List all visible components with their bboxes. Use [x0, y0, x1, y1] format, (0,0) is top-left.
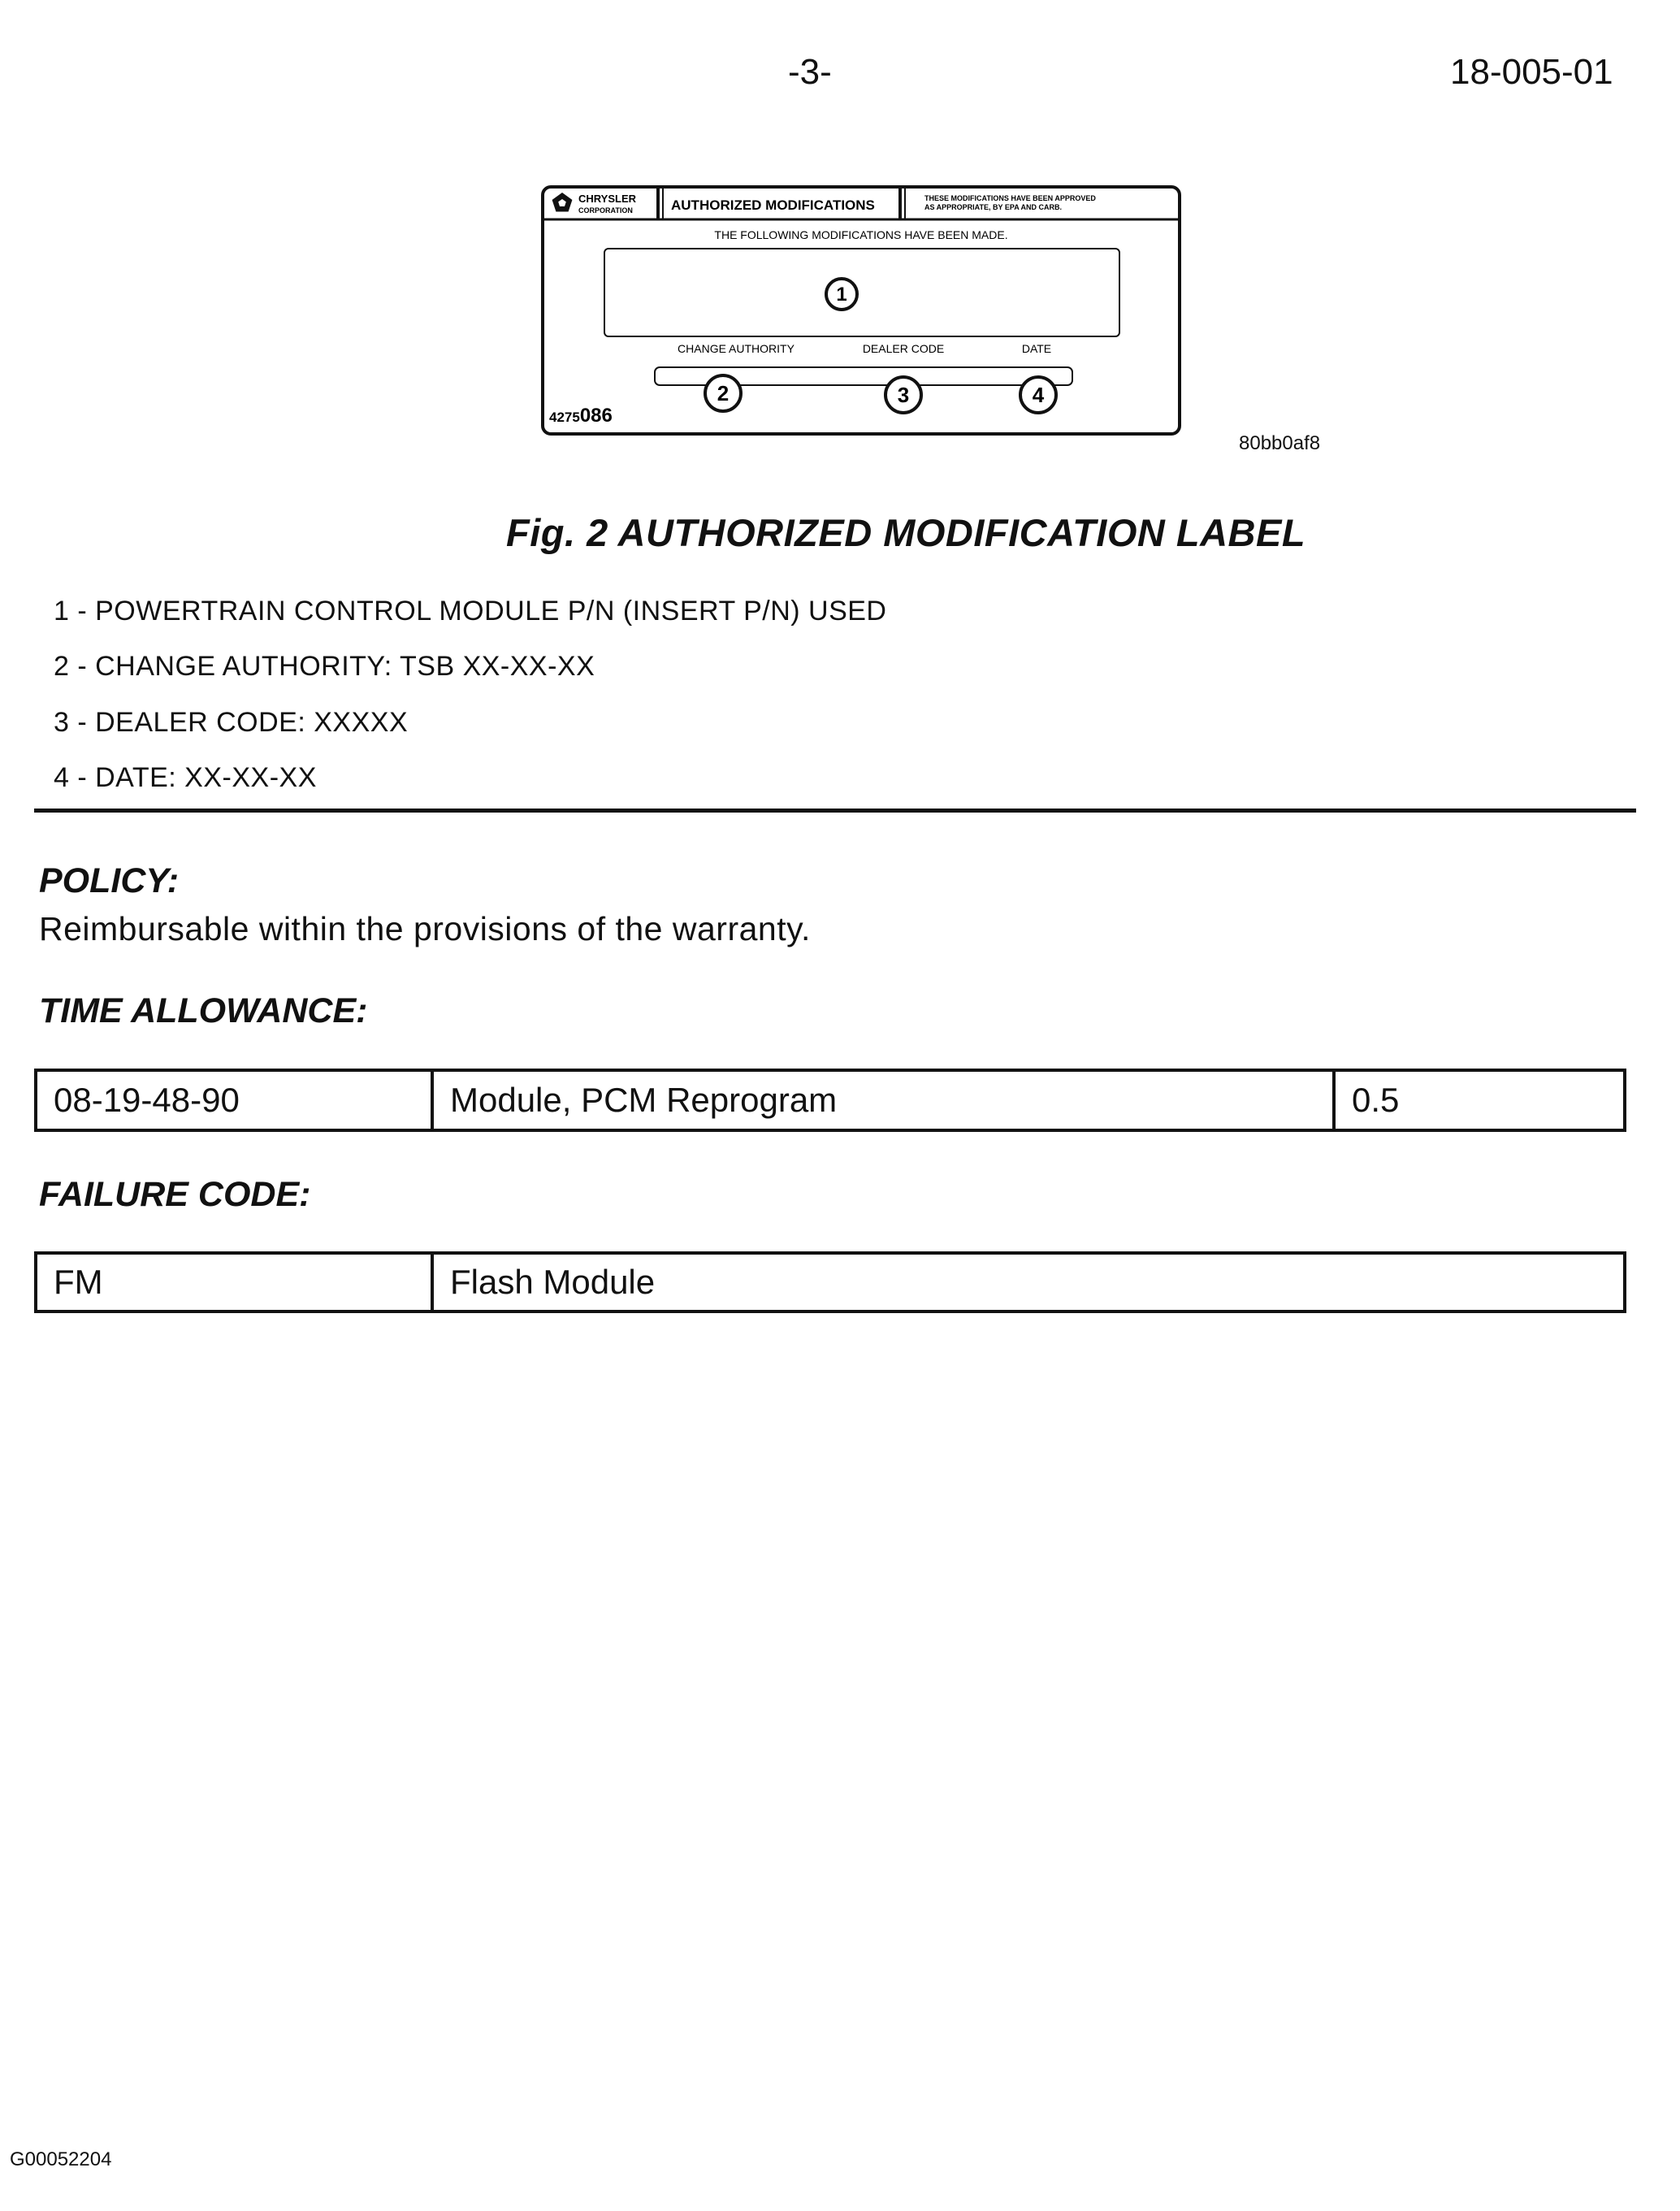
callout-1 [826, 279, 857, 310]
section-divider [34, 809, 1636, 813]
page-number: -3- [788, 52, 832, 92]
legend-item-4: 4 - DATE: XX-XX-XX [54, 762, 317, 793]
legend-item-2: 2 - CHANGE AUTHORITY: TSB XX-XX-XX [54, 651, 595, 682]
labor-description-cell: Module, PCM Reprogram [431, 1072, 1332, 1129]
label-field-dealer-code: DEALER CODE [862, 342, 945, 355]
time-allowance-table [34, 1069, 1626, 1132]
pentastar-logo-icon [552, 193, 573, 212]
policy-text: Reimbursable within the provisions of the warranty. [39, 910, 811, 947]
legend-item-1: 1 - POWERTRAIN CONTROL MODULE P/N (INSERT P/N) USED [54, 596, 887, 626]
callout-3 [885, 377, 921, 413]
labor-hours-cell: 0.5 [1332, 1072, 1623, 1129]
failure-code-heading: FAILURE CODE: [39, 1175, 311, 1214]
failure-description-cell: Flash Module [431, 1255, 1623, 1310]
figure-caption: Fig. 2 AUTHORIZED MODIFICATION LABEL [506, 511, 1306, 554]
label-brand-top: CHRYSLER [578, 193, 637, 205]
authorized-modification-label-figure [536, 179, 1186, 439]
label-brand-bottom: CORPORATION [578, 206, 633, 215]
label-field-change-authority: CHANGE AUTHORITY [678, 342, 795, 355]
label-part-number-prefix: 4275 [549, 410, 580, 425]
label-outline [543, 187, 1180, 434]
failure-code-cell: FM [54, 1263, 103, 1301]
callout-2-number: 2 [717, 381, 730, 405]
callout-4 [1020, 377, 1056, 413]
figure-image-code: 80bb0af8 [1239, 432, 1321, 454]
labor-operation-cell: 08-19-48-90 [54, 1081, 240, 1119]
label-title: AUTHORIZED MODIFICATIONS [671, 197, 875, 213]
callout-2 [705, 375, 741, 411]
label-instruction: THE FOLLOWING MODIFICATIONS HAVE BEEN MADE. [714, 228, 1008, 241]
callout-4-number: 4 [1032, 383, 1045, 407]
label-modifications-box [604, 249, 1119, 336]
callout-3-number: 3 [897, 383, 910, 407]
label-approval-line-1: THESE MODIFICATIONS HAVE BEEN APPROVED [924, 194, 1096, 202]
label-part-number [549, 405, 613, 427]
label-part-number-suffix: 086 [579, 405, 613, 427]
legend-item-3: 3 - DEALER CODE: XXXXX [54, 707, 409, 738]
footer-document-code: G00052204 [10, 2148, 112, 2170]
callout-1-number: 1 [836, 284, 847, 306]
label-field-date: DATE [1021, 342, 1052, 355]
time-allowance-heading: TIME ALLOWANCE: [39, 991, 368, 1030]
document-number: 18-005-01 [1450, 52, 1613, 92]
label-approval-line-2: AS APPROPRIATE, BY EPA AND CARB. [924, 203, 1063, 211]
failure-code-table [34, 1251, 1626, 1313]
policy-heading: POLICY: [39, 861, 180, 900]
